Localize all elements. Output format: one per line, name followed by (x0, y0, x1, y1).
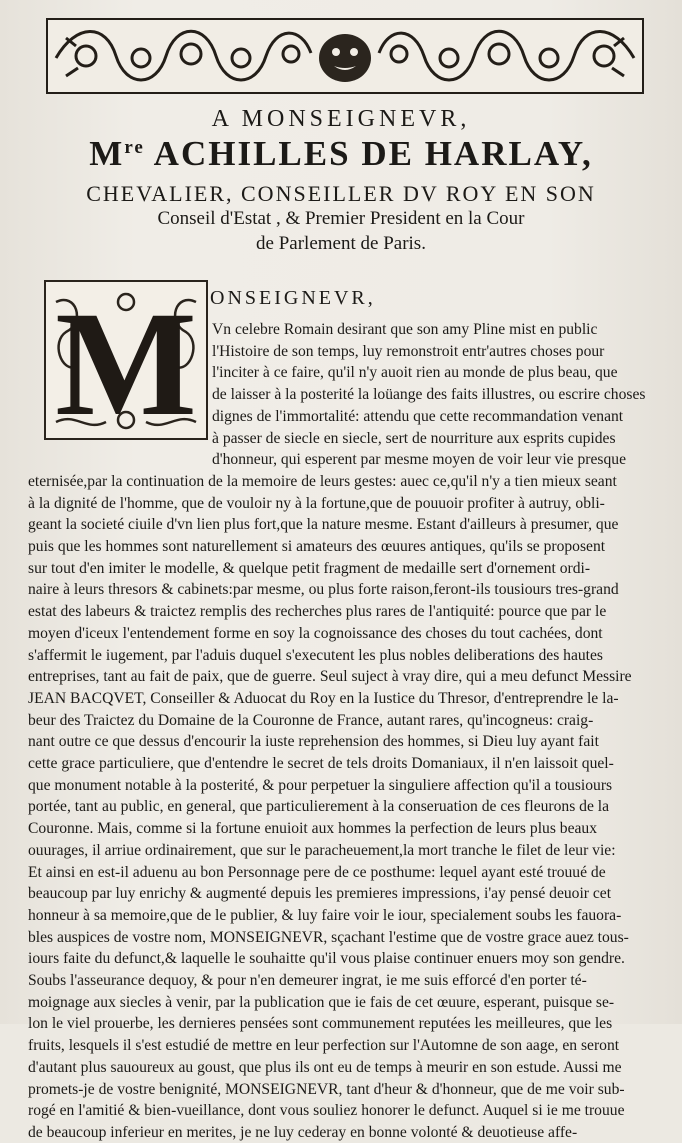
text-line: Vn celebre Romain desirant que son amy Pline mist en public (212, 321, 598, 338)
text-line: à la dignité de l'homme, que de vouloir ny à la fortune,que de pouuoir profiter à autruy, obli- (28, 494, 605, 512)
text-line: promets-je de vostre benignité, MONSEIGNEVR, tant d'heur & d'honneur, que de me voir sub- (28, 1080, 625, 1098)
text-line: entreprises, tant au fait de paix, que de guerre. Seul suject à vray dire, qui a meu defunct Messire (28, 668, 632, 686)
text-line: eternisée,par la continuation de la memoire de leurs gestes: auec ce,qu'il n'y a tien mieux seant (28, 472, 617, 490)
text-line: rogé en l'amitié & bien-vueillance, dont vous souliez honorer le defunct. Auquel si ie me trouue (28, 1102, 625, 1120)
text-line: bles auspices de vostre nom, MONSEIGNEVR, sçachant l'estime que de vostre grace auez tous- (28, 928, 629, 946)
text-line: Couronne. Mais, comme si la fortune enuioit aux hommes la perfection de leurs plus beaux (28, 820, 598, 838)
text-line: que monument notable à la posterité, & pour perpetuer la singuliere affection qu'il a tousiours (28, 776, 613, 794)
text-line: moyen d'iceux l'entendement forme en soy la cognoissance des choses du tout cachées, dont (28, 624, 603, 642)
text-line: honneur à sa memoire,que de le publier, & luy faire voir le iour, specialement soubs les fauora- (28, 906, 622, 924)
decorated-initial-m (44, 280, 208, 447)
text-line: de beaucoup inferieur en merites, je ne luy cederay en bonne volonté & deuotieuse affe- (28, 1123, 578, 1141)
text-line: ouurages, il arriue ordinairement, que sur le paracheuement,la mort tranche le filet de leur vie: (28, 841, 616, 859)
text-line: d'autant plus sauoureux au goust, que plus ils ont eu de temps à meurir en son estude. Aussi me (28, 1058, 622, 1076)
text-line: nant outre ce que dessus d'encourir la iuste reprehension des hommes, si Dieu luy ayant fait (28, 733, 599, 751)
text-line: puis que les hommes sont naturellement si amateurs des œuures antiques, qu'ils se proposent (28, 538, 606, 555)
text-line: sur tout d'en imiter le modelle, & quelque petit fragment de medaille sert d'ornement ordi- (28, 559, 591, 577)
text-line: Et ainsi en est-il aduenu au bon Personnage pere de ce posthume: lequel ayant esté trouué de (28, 863, 606, 881)
foliate-headpiece-icon (46, 18, 644, 94)
text-line: lon le viel prouerbe, les dernieres pensées sont communement reputées les meilleures, que les (28, 1015, 613, 1033)
text-line: estat des labeurs & traictez remplis des recherches plus rares de l'antiquité: pource que par le (28, 603, 607, 621)
dedicatee-title-end: de Parlement de Paris. (256, 233, 426, 254)
text-line: beur des Traictez du Domaine de la Couronne de France, autant rares, qu'incogneus: craig- (28, 711, 594, 729)
text-line: beaucoup par luy enrichy & augmenté depuis les premieres impressions, i'ay pensé deuoir cet (28, 885, 612, 903)
text-line: geant la societé ciuile d'vn lien plus fort,que la nature mesme. Estant d'ailleurs à presumer, que (28, 516, 619, 534)
text-line: fruits, lesquels il s'est estudié de mettre en leur perfection sur l'Automne de son aage, en seront (28, 1037, 620, 1055)
text-line: à passer de siecle en siecle, sert de nourriture aux esprits cupides (212, 429, 616, 447)
dedication-heading: A MONSEIGNEVR, (211, 106, 471, 132)
dedicatee-title: CHEVALIER, CONSEILLER DV ROY EN SON (86, 181, 596, 206)
text-line: l'inciter à ce faire, qu'il n'y auoit rien au monde de plus beau, que (212, 364, 618, 382)
text-line: d'honneur, qui esperent par mesme moyen de voir leur vie presque (212, 451, 626, 469)
dedicatee-name: Mre ACHILLES DE HARLAY, (89, 134, 593, 173)
text-line: JEAN BACQVET, Conseiller & Aduocat du Roy en la Iustice du Thresor, d'entreprendre le la- (28, 689, 619, 707)
text-line: iours faite du defunct,& laquelle le souhaitte qu'il vous plaise continuer enuers moy son gendre. (28, 950, 625, 968)
text-line: naire à leurs thresors & cabinets:par mesme, ou plus forte raison,feront-ils tousiours tres-grand (28, 581, 619, 599)
text-line: dignes de l'immortalité: attendu que cette recommandation venant (212, 407, 624, 425)
text-line: de laisser à la posterité la loüange des faits illustres, ou escrire choses (212, 386, 646, 404)
text-line: Soubs l'asseurance dequoy, & pour n'en demeurer ingrat, ie me suis efforcé d'en porter té- (28, 972, 587, 989)
text-line: cette grace particuliere, que d'entendre le secret de tels droits Domaniaux, il n'en laissoit quel- (28, 755, 614, 772)
text-line: l'Histoire de son temps, luy remonstroit entr'autres choses pour (212, 342, 605, 360)
text-line: portée, tant au public, en general, que particulierement à la conseruation de ces fleurons de la (28, 798, 610, 816)
text-line: s'affermit le iugement, par l'aduis duquel s'executent les plus nobles deliberations des hautes (28, 646, 603, 664)
salutation: ONSEIGNEVR, (210, 287, 376, 309)
initial-letter: M (55, 281, 197, 447)
dedicatee-title-cont: Conseil d'Estat , & Premier President en la Cour (157, 208, 525, 229)
text-line: moignage aux siecles à venir, par la publication que ie fais de cet œuure, esperant, puisque se- (28, 993, 615, 1011)
